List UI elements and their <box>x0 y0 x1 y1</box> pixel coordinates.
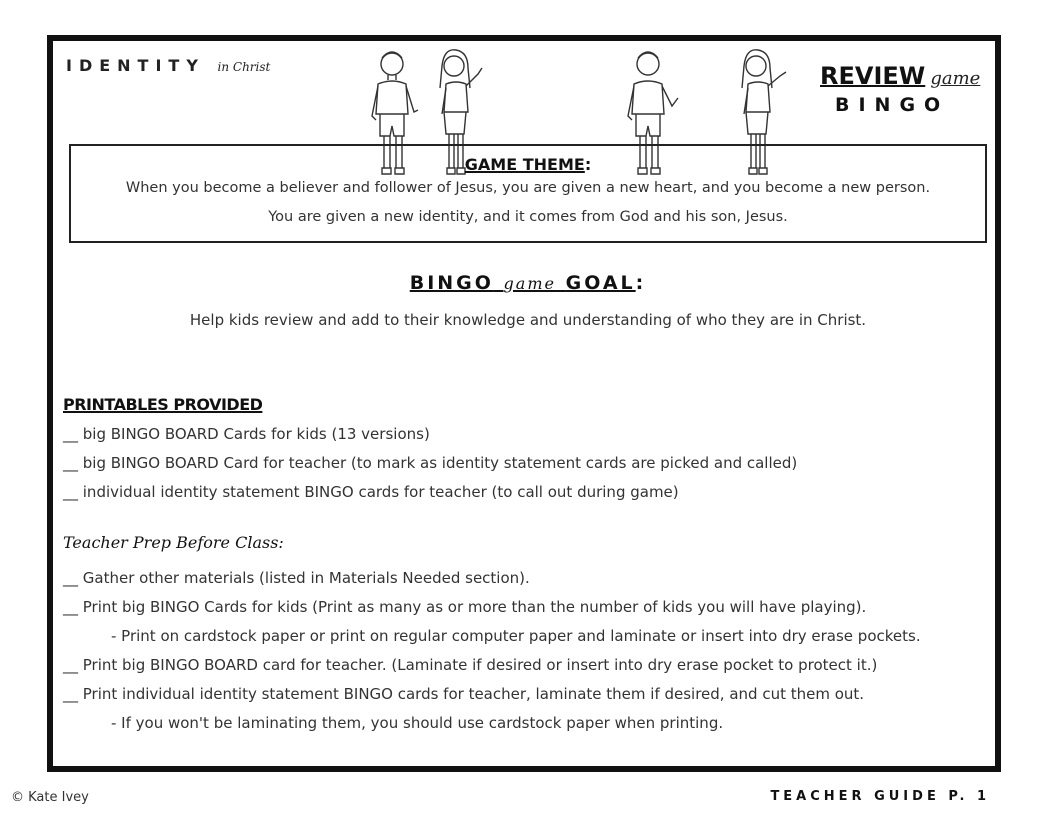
list-item: __ individual identity statement BINGO cards for teacher (to call out during game) <box>63 483 679 501</box>
list-item: __ big BINGO BOARD Cards for kids (13 versions) <box>63 425 430 443</box>
copyright-text: © Kate Ivey <box>11 790 89 805</box>
goal-title-colon: : <box>635 272 647 294</box>
list-item: __ big BINGO BOARD Card for teacher (to mark as identity statement cards are picked and called) <box>63 454 798 472</box>
game-theme-title: GAME THEME <box>464 155 585 174</box>
printables-list <box>63 420 797 507</box>
goal-title-bingo: BINGO <box>409 272 494 294</box>
game-theme-box <box>69 144 987 243</box>
page-label: TEACHER GUIDE P. 1 <box>770 789 990 804</box>
review-title: REVIEW <box>820 62 926 90</box>
game-theme-line-2: You are given a new identity, and it comes from God and his son, Jesus. <box>268 209 788 225</box>
printables-heading: PRINTABLES PROVIDED <box>63 395 263 414</box>
list-sub-item: - Print on cardstock paper or print on regular computer paper and laminate or insert into dry erase pockets. <box>111 627 921 645</box>
list-item: __ Print big BINGO BOARD card for teacher. (Laminate if desired or insert into dry erase pocket to protect it.) <box>63 656 878 674</box>
list-item: __ Print big BINGO Cards for kids (Print as many as or more than the number of kids you will have playing). <box>63 598 867 616</box>
teacher-prep-list <box>63 564 921 738</box>
goal-title-game: game <box>503 274 556 293</box>
game-theme-heading <box>71 155 985 174</box>
review-bingo-word: BINGO <box>835 94 950 116</box>
list-item: __ Gather other materials (listed in Materials Needed section). <box>63 569 530 587</box>
goal-title-goal: GOAL <box>565 272 636 294</box>
list-sub-item: - If you won't be laminating them, you should use cardstock paper when printing. <box>111 714 724 732</box>
brand-small: in Christ <box>217 60 271 74</box>
game-theme-line-1: When you become a believer and follower of Jesus, you are given a new heart, and you become a new person. <box>125 180 931 196</box>
review-game: game <box>930 68 981 89</box>
game-theme-colon: : <box>584 155 592 174</box>
bingo-goal-heading <box>0 272 1056 294</box>
bingo-goal-text: Help kids review and add to their knowledge and understanding of who they are in Christ. <box>189 311 867 329</box>
review-bingo-logo <box>820 62 980 116</box>
brand-main: IDENTITY <box>66 56 205 75</box>
list-item: __ Print individual identity statement BINGO cards for teacher, laminate them if desired, and cut them out. <box>63 685 865 703</box>
brand-logo <box>66 56 270 75</box>
teacher-prep-heading: Teacher Prep Before Class: <box>63 533 284 552</box>
